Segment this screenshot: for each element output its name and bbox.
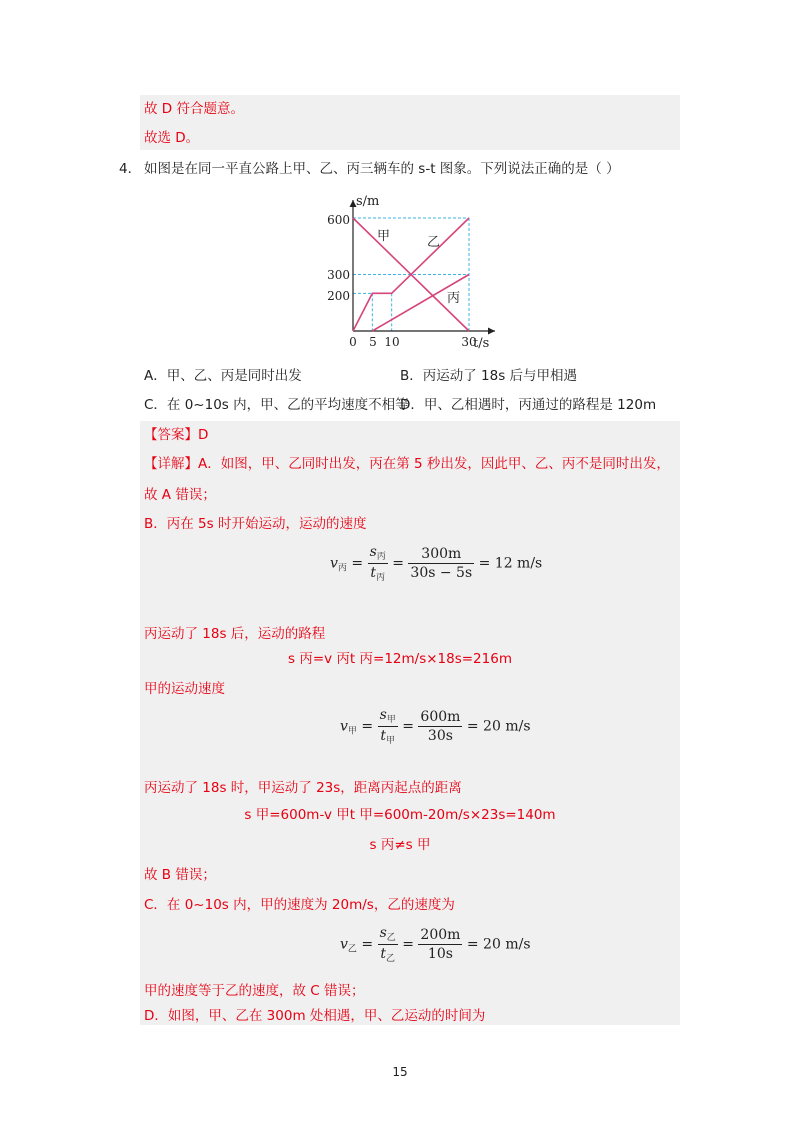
question-text: 如图是在同一平直公路上甲、乙、丙三辆车的 s-t 图象。下列说法正确的是（ ） [144,161,620,177]
eq3-s: s [379,707,387,723]
b-line4: 丙运动了 18s 时，甲运动了 23s，距离丙起点的距离 [144,780,462,796]
prev-conclusion: 故 D 符合题意。 [144,101,244,117]
eq3-den-val: 30s [427,728,453,744]
equation-jia-distance: s 甲=600m-v 甲t 甲=600m-20m/s×23s=140m [244,807,556,823]
ytick-200: 200 [327,289,350,303]
eq6-result: = 20 m/s [466,936,531,953]
y-axis-label: s/m [356,194,380,209]
eq3-t-sub: 甲 [385,736,395,746]
c-end: 甲的速度等于乙的速度，故 C 错误； [144,983,365,999]
x-axis-label: t/s [473,336,490,351]
option-d: D．甲、乙相遇时，丙通过的路程是 120m [400,397,657,413]
eq1-den-val: 30s − 5s [410,565,473,581]
eq6-v: v [340,936,348,953]
xtick-30: 30 [461,335,477,349]
equation-jia-speed: $v_甲$ = $\frac{s_甲}{t_甲}$ = $\frac{600m}{30s}$ = 20 m/s [340,707,531,746]
st-graph [315,188,505,353]
prev-answer-choice: 故选 D。 [144,130,200,146]
eq1-t: t [370,565,376,581]
eq6-den-val: 10s [427,946,453,962]
eq3-t: t [380,728,386,744]
page-number: 15 [392,1065,408,1079]
equation-not-equal: s 丙≠s 甲 [369,837,431,853]
eq6-s-sub: 乙 [386,933,396,943]
label-jia: 甲 [377,229,391,244]
eq6-v-sub: 乙 [347,944,357,955]
eq3-value-fraction [418,709,462,744]
eq1-v-sub: 丙 [337,563,347,574]
eq6-symbol-fraction [378,925,398,964]
option-c: C．在 0~10s 内，甲、乙的平均速度不相等 [144,397,409,413]
eq1-v: v [330,555,338,572]
eq3-v-sub: 甲 [347,726,357,737]
b-line3: 甲的运动速度 [144,681,225,697]
detail-a-end: 故 A 错误； [144,487,216,503]
eq1-symbol-fraction [368,544,388,583]
b-line2: 丙运动了 18s 后，运动的路程 [144,626,326,642]
label-bing: 丙 [447,291,461,306]
eq1-value-fraction [408,546,474,581]
eq1-result: = 12 m/s [478,555,543,572]
detail-a [144,455,670,473]
eq6-num-val: 200m [420,927,461,943]
xtick-5: 5 [369,335,377,349]
eq1-num-val: 300m [408,546,474,564]
ytick-600: 600 [327,213,350,227]
xtick-0: 0 [349,335,357,349]
question-number: 4． [119,161,142,177]
equation-bing-distance: s 丙=v 丙t 丙=12m/s×18s=216m [288,651,512,667]
eq6-s: s [379,925,387,941]
answer-label: 【答案】D [144,427,209,443]
eq3-symbol-fraction [378,707,398,746]
d-intro: D．如图，甲、乙在 300m 处相遇，甲、乙运动的时间为 [144,1008,486,1024]
option-a: A．甲、乙、丙是同时出发 [144,368,302,384]
b-end: 故 B 错误； [144,867,216,883]
detail-a-text: A．如图，甲、乙同时出发，丙在第 5 秒出发，因此甲、乙、丙不是同时出发， [198,456,670,472]
detail-label: 【详解】 [144,456,198,472]
label-yi: 乙 [427,235,441,250]
equation-yi-speed: $v_乙$ = $\frac{s_乙}{t_乙}$ = $\frac{200m}{10s}$ = 20 m/s [340,925,531,964]
eq6-value-fraction [418,927,462,962]
b-intro: B．丙在 5s 时开始运动，运动的速度 [144,516,367,532]
eq6-t-sub: 乙 [385,954,395,964]
xtick-10: 10 [384,335,400,349]
equation-bing-speed: $v_丙$ = $\frac{s_丙}{t_丙}$ = $\frac{300m}{30s - 5s}$ = 12 m/s [330,544,543,583]
eq1-s-sub: 丙 [376,552,386,562]
eq3-s-sub: 甲 [386,715,396,725]
eq3-result: = 20 m/s [466,718,531,735]
eq1-t-sub: 丙 [375,573,385,583]
eq3-v: v [340,718,348,735]
eq1-s: s [369,544,377,560]
eq6-t: t [380,946,386,962]
ytick-300: 300 [327,268,350,282]
eq3-num-val: 600m [420,709,461,725]
c-intro: C．在 0~10s 内，甲的速度为 20m/s，乙的速度为 [144,897,455,913]
option-b: B．丙运动了 18s 后与甲相遇 [400,368,578,384]
